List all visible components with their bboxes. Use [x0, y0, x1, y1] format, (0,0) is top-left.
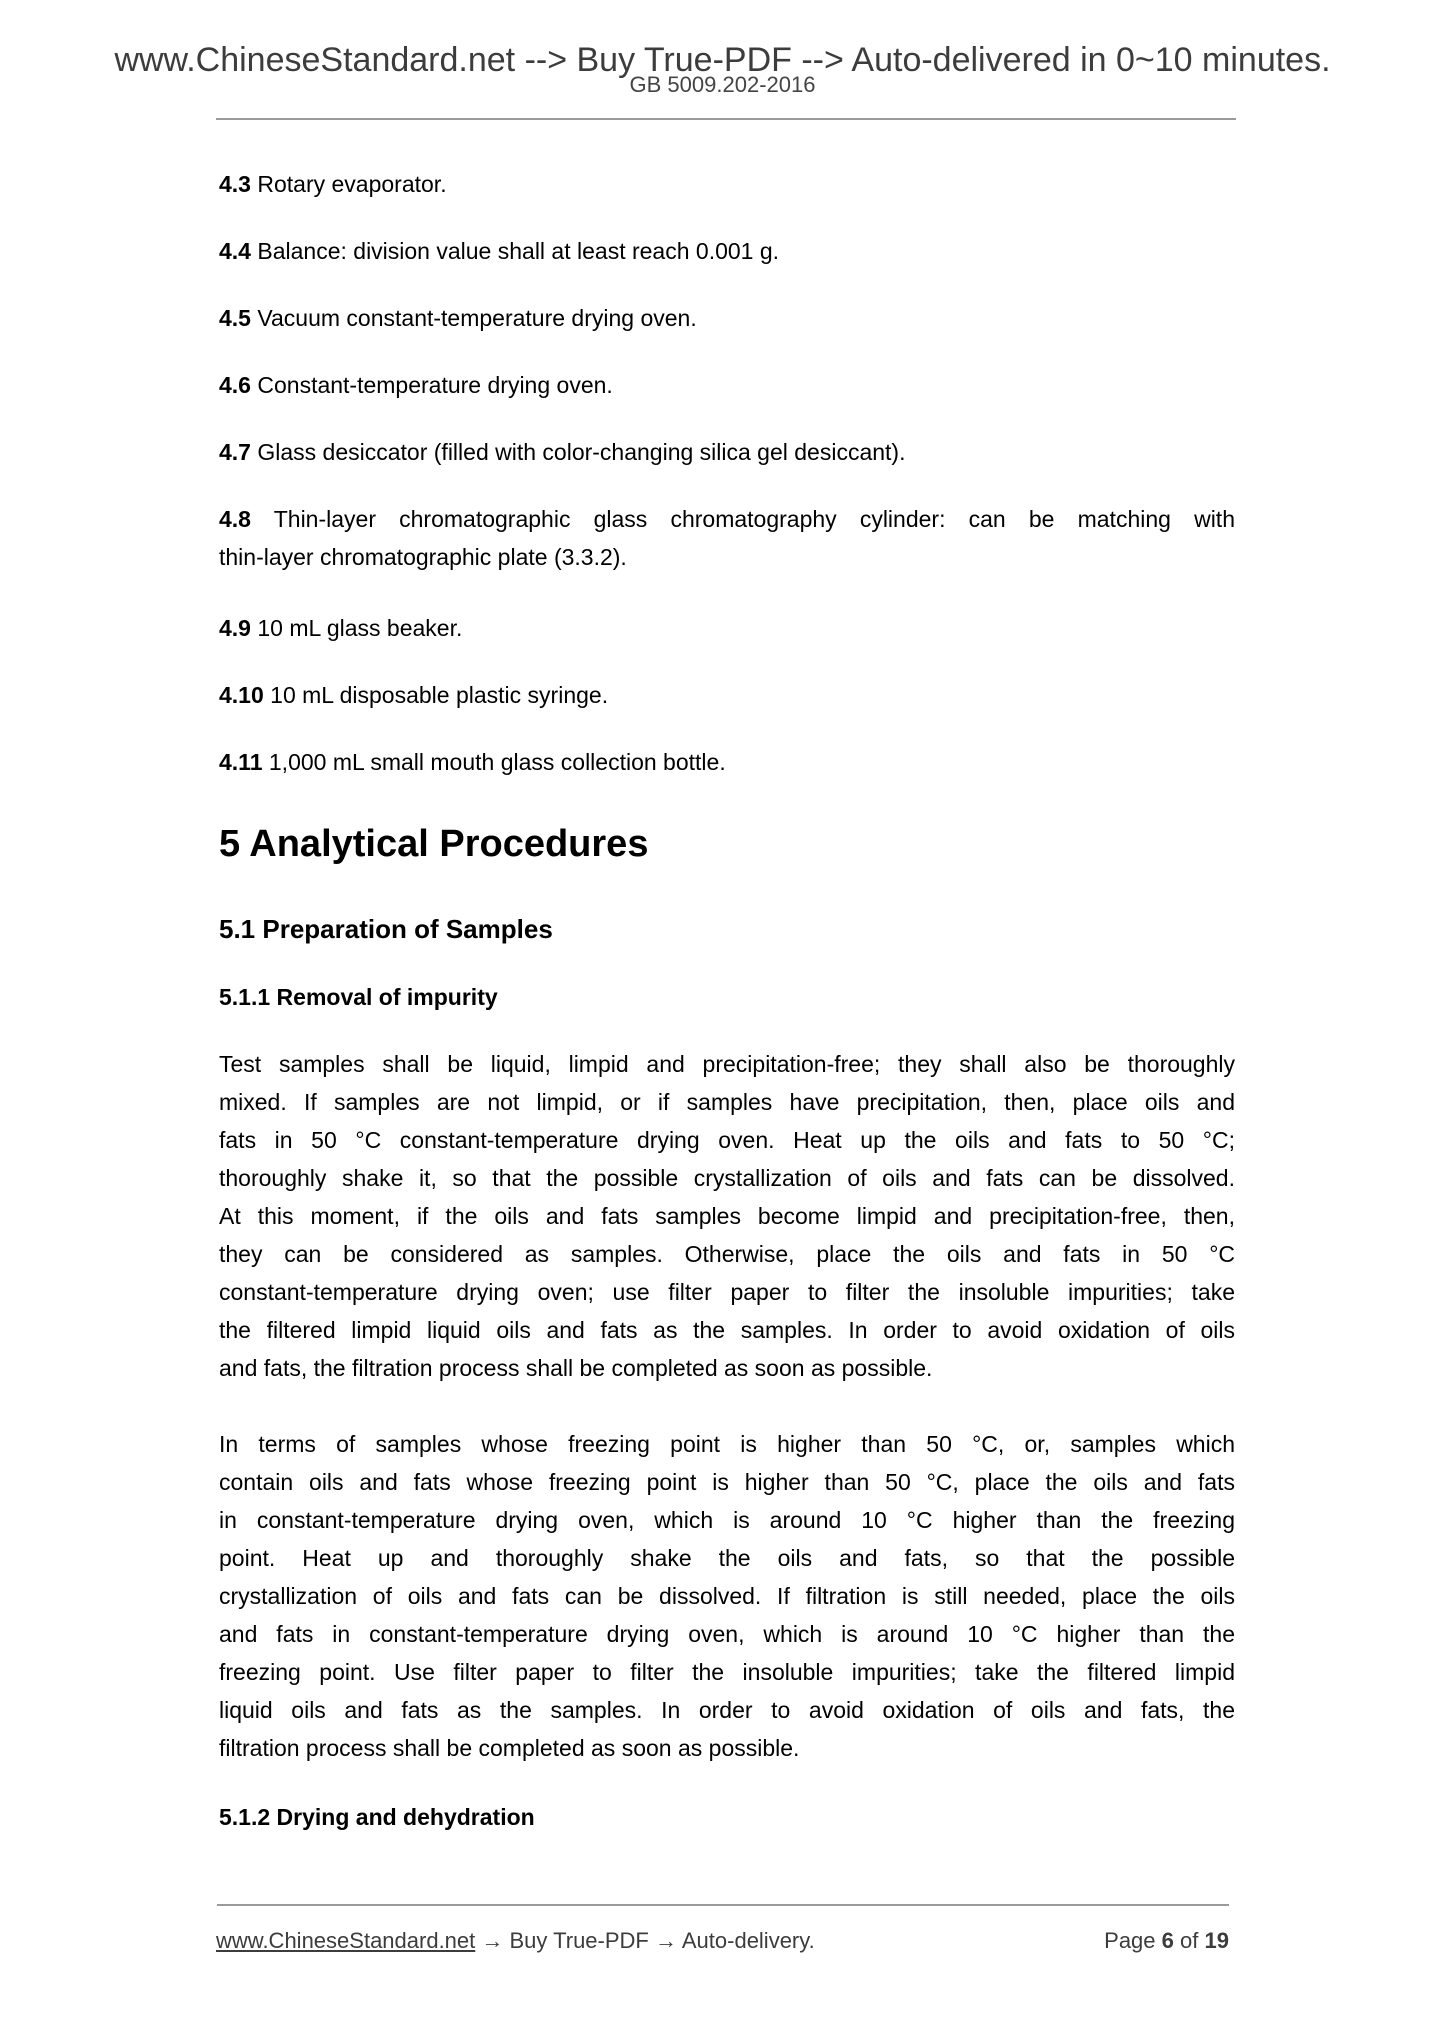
paragraph-line: freezing point. Use filter paper to filter the insoluble impurities; take the filtered limpid: [219, 1659, 1235, 1685]
paragraph-line: filtration process shall be completed as soon as possible.: [219, 1735, 800, 1761]
paragraph-line: At this moment, if the oils and fats samples become limpid and precipitation-free, then,: [219, 1203, 1235, 1229]
paragraph-line: contain oils and fats whose freezing point is higher than 50 °C, place the oils and fats: [219, 1469, 1235, 1495]
of-label: of: [1180, 1928, 1199, 1953]
item-line: [219, 676, 1235, 714]
section-heading: 5 Analytical Procedures: [219, 823, 649, 865]
list-item: [219, 609, 1235, 647]
item-text: Constant-temperature drying oven.: [257, 372, 613, 398]
item-number: 4.10: [219, 682, 264, 708]
item-line: [219, 538, 1235, 576]
item-line: [219, 366, 1235, 404]
paragraph-line: and fats in constant-temperature drying oven, which is around 10 °C higher than the: [219, 1621, 1235, 1647]
footer-tagline: → Buy True-PDF → Auto-delivery.: [475, 1928, 815, 1953]
page-number: 6: [1161, 1928, 1174, 1953]
list-item: [219, 500, 1235, 576]
list-item: [219, 743, 1235, 781]
item-number: 4.3: [219, 171, 251, 197]
item-text: 1,000 mL small mouth glass collection bottle.: [268, 749, 726, 775]
subsection-heading: 5.1 Preparation of Samples: [219, 914, 553, 944]
item-line: [219, 232, 1235, 270]
paragraph-line: Test samples shall be liquid, limpid and precipitation-free; they shall also be thoroughly: [219, 1051, 1235, 1077]
list-item: [219, 299, 1235, 337]
item-text: Glass desiccator (filled with color-changing silica gel desiccant).: [257, 439, 906, 465]
item-number: 4.4: [219, 238, 251, 264]
item-text: thin-layer chromatographic plate (3.3.2).: [219, 544, 627, 570]
item-number: 4.11: [219, 749, 263, 775]
item-text: Vacuum constant-temperature drying oven.: [257, 305, 697, 331]
item-number: 4.9: [219, 615, 251, 641]
paragraph-line: crystallization of oils and fats can be dissolved. If filtration is still needed, place the oils: [219, 1583, 1235, 1609]
paragraph-high-freezing-point: [219, 1425, 1235, 1767]
paragraph-line: in constant-temperature drying oven, which is around 10 °C higher than the freezing: [219, 1507, 1235, 1533]
list-item: [219, 165, 1235, 203]
subsubsection-heading: 5.1.2 Drying and dehydration: [219, 1804, 535, 1830]
list-item: [219, 232, 1235, 270]
item-line: [219, 609, 1235, 647]
item-line: [219, 743, 1235, 781]
list-item: [219, 676, 1235, 714]
paragraph-line: constant-temperature drying oven; use filter paper to filter the insoluble impurities; take: [219, 1279, 1235, 1305]
paragraph-line: and fats, the filtration process shall be completed as soon as possible.: [219, 1355, 933, 1381]
footer-site-link[interactable]: www.ChineseStandard.net: [216, 1928, 476, 1953]
subsubsection-heading: 5.1.1 Removal of impurity: [219, 984, 498, 1010]
paragraph-impurity-removal: [219, 1045, 1235, 1387]
item-text: Rotary evaporator.: [257, 171, 447, 197]
item-text: 10 mL disposable plastic syringe.: [270, 682, 609, 708]
document-id: GB 5009.202-2016: [629, 72, 816, 97]
page-total: 19: [1204, 1928, 1229, 1953]
item-number: 4.6: [219, 372, 251, 398]
footer-left: [216, 1926, 815, 1956]
footer-divider: [217, 1904, 1229, 1906]
paragraph-line: they can be considered as samples. Otherwise, place the oils and fats in 50 °C: [219, 1241, 1235, 1267]
item-text: Thin-layer chromatographic glass chromatography cylinder: can be matching with: [273, 506, 1235, 532]
item-number: 4.8: [219, 506, 251, 532]
item-line: [219, 500, 1235, 538]
header-divider: [216, 118, 1236, 120]
paragraph-line: thoroughly shake it, so that the possible crystallization of oils and fats can be dissolved.: [219, 1165, 1235, 1191]
item-number: 4.5: [219, 305, 251, 331]
paragraph-line: liquid oils and fats as the samples. In order to avoid oxidation of oils and fats, the: [219, 1697, 1235, 1723]
paragraph-line: fats in 50 °C constant-temperature drying oven. Heat up the oils and fats to 50 °C;: [219, 1127, 1235, 1153]
item-text: Balance: division value shall at least reach 0.001 g.: [257, 238, 780, 264]
item-line: [219, 165, 1235, 203]
list-item: [219, 366, 1235, 404]
header-banner: www.ChineseStandard.net --> Buy True-PDF --> Auto-delivered in 0~10 minutes.: [114, 41, 1331, 79]
page-label: Page: [1104, 1928, 1156, 1953]
paragraph-line: point. Heat up and thoroughly shake the oils and fats, so that the possible: [219, 1545, 1235, 1571]
item-line: [219, 433, 1235, 471]
paragraph-line: In terms of samples whose freezing point is higher than 50 °C, or, samples which: [219, 1431, 1235, 1457]
item-number: 4.7: [219, 439, 251, 465]
page-indicator: [1053, 1926, 1229, 1956]
paragraph-line: the filtered limpid liquid oils and fats as the samples. In order to avoid oxidation of oils: [219, 1317, 1235, 1343]
item-line: [219, 299, 1235, 337]
item-text: 10 mL glass beaker.: [257, 615, 463, 641]
paragraph-line: mixed. If samples are not limpid, or if samples have precipitation, then, place oils and: [219, 1089, 1235, 1115]
list-item: [219, 433, 1235, 471]
